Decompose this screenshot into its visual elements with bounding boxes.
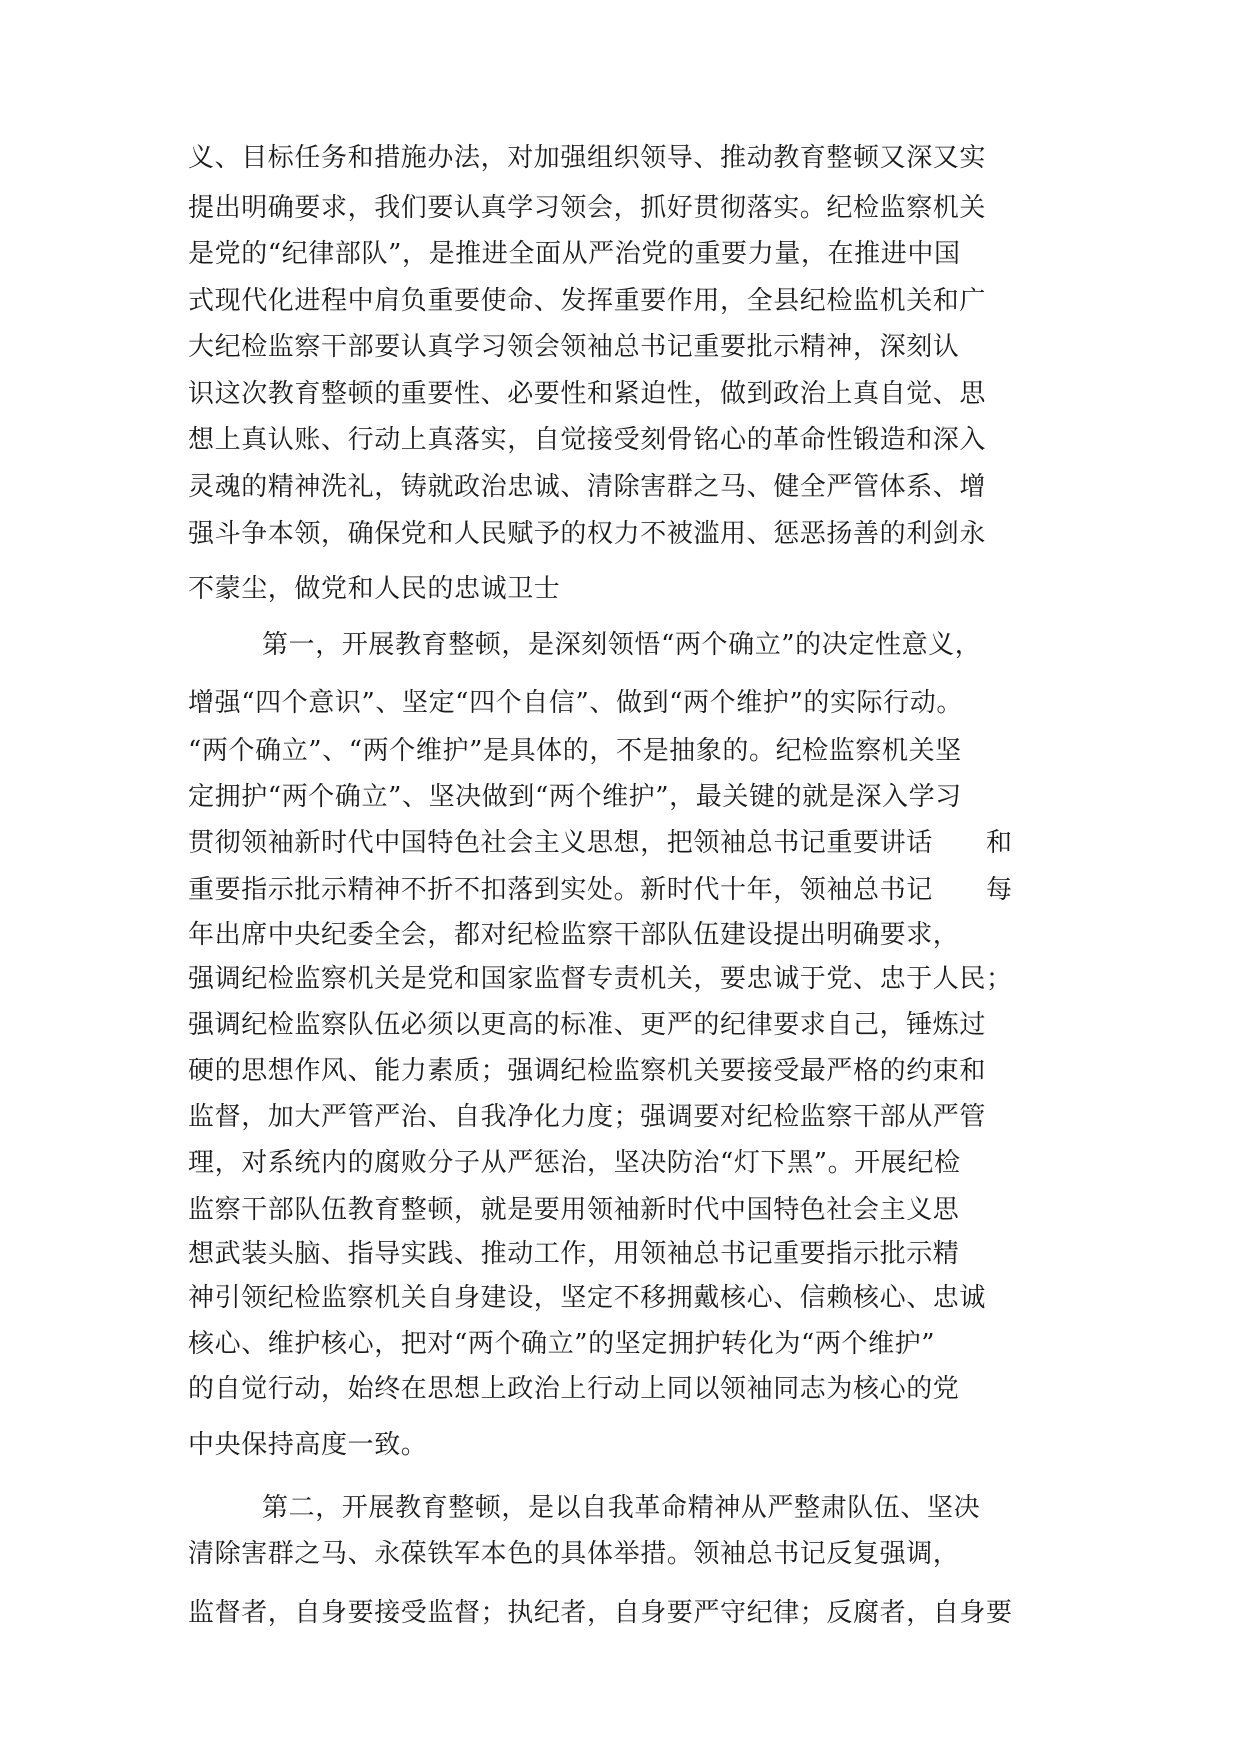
text-line: 的自觉行动，始终在思想上政治上行动上同以领袖同志为核心的党 xyxy=(188,1374,960,1404)
text-line: 贯彻领袖新时代中国特色社会主义思想，把领袖总书记重要讲话 和 xyxy=(188,828,1013,858)
text-line: 提出明确要求，我们要认真学习领会，抓好贯彻落实。纪检监察机关 xyxy=(188,193,987,223)
text-line: 清除害群之马、永葆铁军本色的具体举措。领袖总书记反复强调， xyxy=(188,1539,960,1569)
text-line: “两个确立”、“两个维护”是具体的，不是抽象的。纪检监察机关坚 xyxy=(188,736,962,766)
paragraph-first-line: 第二，开展教育整顿，是以自我革命精神从严整肃队伍、坚决 xyxy=(262,1493,981,1523)
text-line: 强调纪检监察队伍必须以更高的标准、更严的纪律要求自己，锤炼过 xyxy=(188,1010,987,1040)
text-line: 中央保持高度一致。 xyxy=(188,1430,428,1460)
text-line: 强调纪检监察机关是党和国家监督专责机关，要忠诚于党、忠于人民； xyxy=(188,964,1013,994)
paragraph-first-line: 第一，开展教育整顿，是深刻领悟“两个确立”的决定性意义， xyxy=(262,630,982,660)
text-line: 监察干部队伍教育整顿，就是要用领袖新时代中国特色社会主义思 xyxy=(188,1195,960,1225)
text-line: 想武装头脑、指导实践、推动工作，用领袖总书记重要指示批示精 xyxy=(188,1239,960,1269)
text-line: 不蒙尘，做党和人民的忠诚卫士 xyxy=(188,574,561,604)
text-line: 式现代化进程中肩负重要使命、发挥重要作用，全县纪检监机关和广 xyxy=(188,286,987,316)
text-line: 是党的“纪律部队”，是推进全面从严治党的重要力量，在推进中国 xyxy=(188,239,961,269)
text-line: 大纪检监察干部要认真学习领会领袖总书记重要批示精神，深刻认 xyxy=(188,332,960,362)
text-line: 监督者，自身要接受监督；执纪者，自身要严守纪律；反腐者，自身要 xyxy=(188,1598,1013,1628)
text-line: 识这次教育整顿的重要性、必要性和紧迫性，做到政治上真自觉、思 xyxy=(188,379,987,409)
text-line: 理，对系统内的腐败分子从严惩治，坚决防治“灯下黑”。开展纪检 xyxy=(188,1148,961,1178)
text-line: 强斗争本领，确保党和人民赋予的权力不被滥用、惩恶扬善的利剑永 xyxy=(188,519,987,549)
text-line: 神引领纪检监察机关自身建设，坚定不移拥戴核心、信赖核心、忠诚 xyxy=(188,1283,987,1313)
text-line: 定拥护“两个确立”、坚决做到“两个维护”，最关键的就是深入学习 xyxy=(188,782,962,812)
text-line: 灵魂的精神洗礼，铸就政治忠诚、清除害群之马、健全严管体系、增 xyxy=(188,472,987,502)
text-line: 监督，加大严管严治、自我净化力度；强调要对纪检监察干部从严管 xyxy=(188,1102,987,1132)
text-line: 核心、维护核心，把对“两个确立”的坚定拥护转化为“两个维护” xyxy=(188,1329,936,1359)
text-line: 年出席中央纪委全会，都对纪检监察干部队伍建设提出明确要求， xyxy=(188,920,960,950)
text-line: 重要指示批示精神不折不扣落到实处。新时代十年，领袖总书记 每 xyxy=(188,875,1013,905)
text-line: 义、目标任务和措施办法，对加强组织领导、推动教育整顿又深又实 xyxy=(188,143,987,173)
text-line: 硬的思想作风、能力素质；强调纪检监察机关要接受最严格的约束和 xyxy=(188,1056,987,1086)
text-line: 想上真认账、行动上真落实，自觉接受刻骨铭心的革命性锻造和深入 xyxy=(188,425,987,455)
text-line: 增强“四个意识”、坚定“四个自信”、做到“两个维护”的实际行动。 xyxy=(188,688,963,718)
